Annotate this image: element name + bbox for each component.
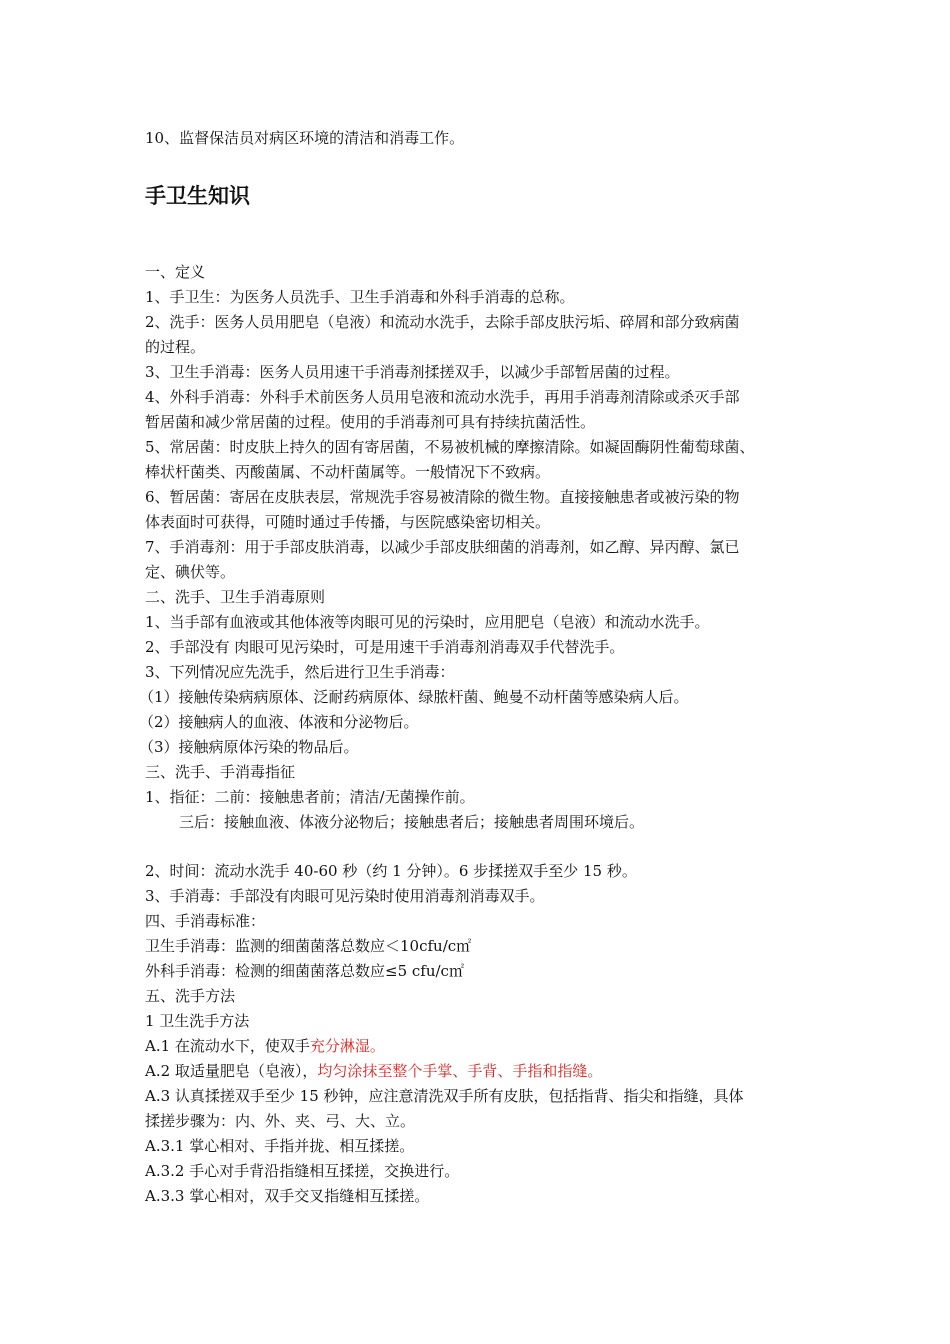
- text-line: A.3.1 掌心相对、手指并拢、相互揉搓。: [145, 1137, 415, 1155]
- step-line: [145, 1061, 602, 1081]
- text-line: 1、当手部有血液或其他体液等肉眼可见的污染时，应用肥皂（皂液）和流动水洗手。: [145, 613, 710, 631]
- text-line: 2、时间：流动水洗手 40-60 秒（约 1 分钟）。6 步揉搓双手至少 15 秒。: [145, 862, 637, 880]
- emphasis-text: 充分淋湿。: [309, 1037, 385, 1055]
- text-line: 2、洗手：医务人员用肥皂（皂液）和流动水洗手，去除手部皮肤污垢、碎屑和部分致病菌: [145, 313, 740, 331]
- subsection-heading: 五、洗手方法: [145, 987, 236, 1005]
- section-title: 手卫生知识: [145, 184, 250, 208]
- text-line: 三后：接触血液、体液分泌物后；接触患者后；接触患者周围环境后。: [179, 813, 645, 831]
- text-line: 7、手消毒剂：用于手部皮肤消毒，以减少手部皮肤细菌的消毒剂，如乙醇、异丙醇、氯已: [145, 538, 740, 556]
- step-text: A.2 取适量肥皂（皂液），: [145, 1062, 318, 1080]
- list-item: （1）接触传染病病原体、泛耐药病原体、绿脓杆菌、鲍曼不动杆菌等感染病人后。: [139, 688, 689, 706]
- text-line: 揉搓步骤为：内、外、夹、弓、大、立。: [145, 1112, 416, 1130]
- text-line: 1、手卫生：为医务人员洗手、卫生手消毒和外科手消毒的总称。: [145, 288, 575, 306]
- text-line: A.3.3 掌心相对，双手交叉指缝相互揉搓。: [145, 1187, 430, 1205]
- text-line: 3、下列情况应先洗手，然后进行卫生手消毒：: [145, 663, 455, 681]
- text-line: 2、手部没有 肉眼可见污染时，可是用速干手消毒剂消毒双手代替洗手。: [145, 638, 625, 656]
- list-item: （2）接触病人的血液、体液和分泌物后。: [139, 713, 419, 731]
- subsection-heading: 二、洗手、卫生手消毒原则: [145, 588, 326, 606]
- text-line: A.3 认真揉搓双手至少 15 秒钟，应注意清洗双手所有皮肤，包括指背、指尖和指缝，具体: [145, 1087, 744, 1105]
- emphasis-text: 均匀涂抹至整个手掌、手背、手指和指缝。: [317, 1062, 603, 1080]
- text-line: 的过程。: [145, 338, 206, 356]
- text-line: 10、监督保洁员对病区环境的清洁和消毒工作。: [145, 129, 465, 147]
- text-line: 体表面时可获得，可随时通过手传播，与医院感染密切相关。: [145, 513, 551, 531]
- step-line: [145, 1036, 385, 1056]
- text-line: 3、手消毒：手部没有肉眼可见污染时使用消毒剂消毒双手。: [145, 887, 545, 905]
- text-line: 定、碘伏等。: [145, 563, 236, 581]
- text-line: 1、指征：二前：接触患者前；清洁/无菌操作前。: [145, 788, 475, 806]
- text-line: 棒状杆菌类、丙酸菌属、不动杆菌属等。一般情况下不致病。: [145, 463, 551, 481]
- subsection-heading: 三、洗手、手消毒指征: [145, 763, 296, 781]
- text-line: 外科手消毒：检测的细菌菌落总数应≤5 cfu/c㎡: [145, 962, 464, 980]
- text-line: 5、常居菌：时皮肤上持久的固有寄居菌，不易被机械的摩擦清除。如凝固酶阴性葡萄球菌、: [145, 438, 755, 456]
- text-line: 4、外科手消毒：外科手术前医务人员用皂液和流动水洗手，再用手消毒剂清除或杀灭手部: [145, 388, 740, 406]
- text-line: 卫生手消毒：监测的细菌菌落总数应＜10cfu/c㎡: [145, 937, 472, 955]
- text-line: 3、卫生手消毒：医务人员用速干手消毒剂揉搓双手，以减少手部暂居菌的过程。: [145, 363, 680, 381]
- subsection-heading: 一、定义: [145, 263, 206, 281]
- text-line: 1 卫生洗手方法: [145, 1012, 250, 1030]
- step-text: A.1 在流动水下，使双手: [145, 1037, 310, 1055]
- text-line: 6、暂居菌：寄居在皮肤表层，常规洗手容易被清除的微生物。直接接触患者或被污染的物: [145, 488, 740, 506]
- text-line: 暂居菌和减少常居菌的过程。使用的手消毒剂可具有持续抗菌活性。: [145, 413, 596, 431]
- text-line: A.3.2 手心对手背沿指缝相互揉搓，交换进行。: [145, 1162, 460, 1180]
- list-item: （3）接触病原体污染的物品后。: [139, 738, 359, 756]
- subsection-heading: 四、手消毒标准：: [145, 912, 266, 930]
